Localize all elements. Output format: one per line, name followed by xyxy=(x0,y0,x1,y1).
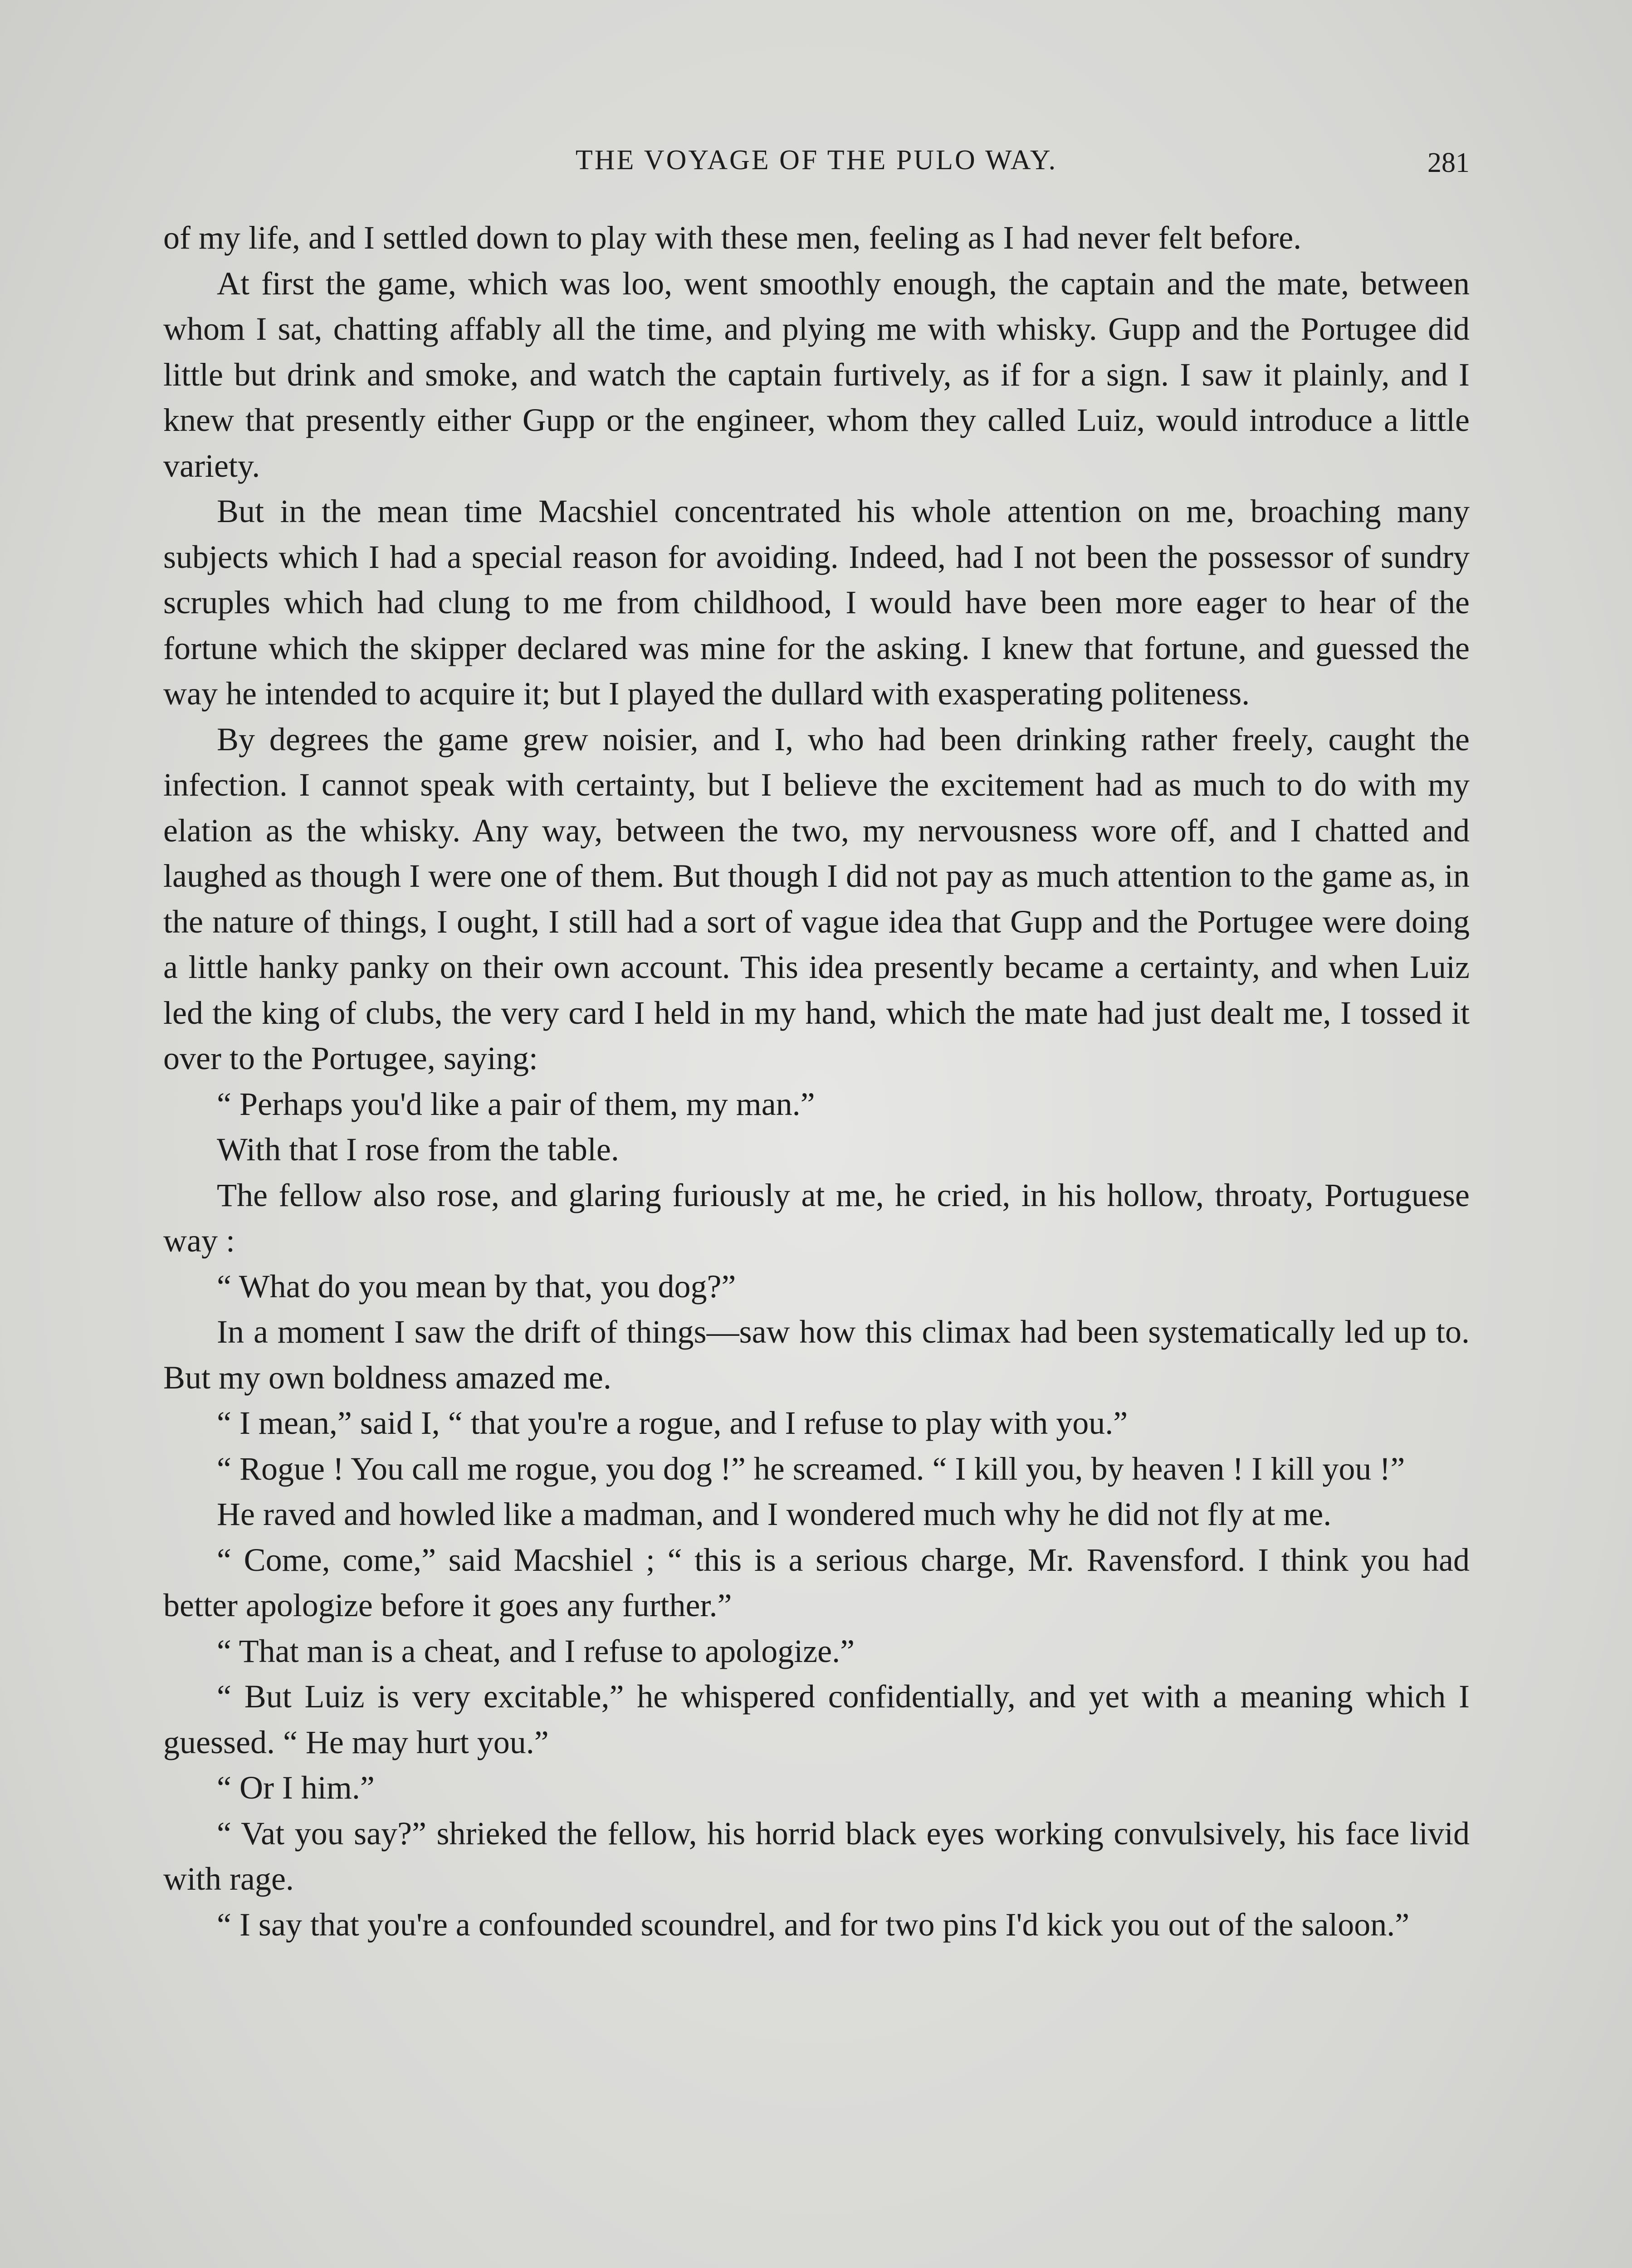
paragraph: In a moment I saw the drift of things—saw how this climax had been systematically led up to. But my own boldness amazed me. xyxy=(163,1314,1470,1396)
page-header xyxy=(163,144,1470,194)
dialogue-line: “ What do you mean by that, you dog?” xyxy=(217,1268,736,1305)
dialogue-line: “ Perhaps you'd like a pair of them, my man.” xyxy=(217,1085,815,1122)
paragraph: of my life, and I settled down to play with these men, feeling as I had never felt before. xyxy=(163,220,1302,256)
paragraph: The fellow also rose, and glaring furiously at me, he cried, in his hollow, throaty, Portuguese way : xyxy=(163,1177,1470,1259)
paragraph: But in the mean time Macshiel concentrated his whole attention on me, broaching many subjects which I had a special reason for avoiding. Indeed, had I not been the possessor of sundry scruples which had clung to me from childhood, I would have been more eager to hear of the fortune which the skipper declared was mine for the asking. I knew that fortune, and guessed the way he intended to acquire it; but I played the dullard with exasperating politeness. xyxy=(163,493,1470,712)
dialogue-line: “ Come, come,” said Macshiel ; “ this is a serious charge, Mr. Ravensford. I think you had better apologize before it goes any further.” xyxy=(163,1541,1470,1623)
dialogue-line: “ I mean,” said I, “ that you're a rogue, and I refuse to play with you.” xyxy=(217,1405,1128,1441)
dialogue-line: “ That man is a cheat, and I refuse to apologize.” xyxy=(217,1633,855,1669)
dialogue-line: “ But Luiz is very excitable,” he whispered confidentially, and yet with a meaning which I guessed. “ He may hurt you.” xyxy=(163,1678,1470,1760)
paragraph: By degrees the game grew noisier, and I, who had been drinking rather freely, caught the infection. I cannot speak with certainty, but I believe the excitement had as much to do with my elation as the whisky. Any way, between the two, my nervousness wore off, and I chatted and laughed as though I were one of them. But though I did not pay as much attention to the game as, in the nature of things, I ought, I still had a sort of vague idea that Gupp and the Portugee were doing a little hanky panky on their own account. This idea presently became a certainty, and when Luiz led the king of clubs, the very card I held in my hand, which the mate had just dealt me, I tossed it over to the Portugee, saying: xyxy=(163,721,1470,1076)
paragraph: At first the game, which was loo, went smoothly enough, the captain and the mate, between whom I sat, chatting affably all the time, and plying me with whisky. Gupp and the Portugee did little but drink and smoke, and watch the captain furtively, as if for a sign. I saw it plainly, and I knew that presently either Gupp or the engineer, whom they called Luiz, would introduce a little variety. xyxy=(163,265,1470,484)
paragraph: He raved and howled like a madman, and I wondered much why he did not fly at me. xyxy=(217,1496,1332,1532)
dialogue-line: “ Vat you say?” shrieked the fellow, his horrid black eyes working convulsively, his face livid with rage. xyxy=(163,1815,1470,1897)
dialogue-line: “ Or I him.” xyxy=(217,1769,375,1806)
page-number: 281 xyxy=(1427,147,1470,178)
body-text xyxy=(163,215,1470,1947)
dialogue-line: “ Rogue ! You call me rogue, you dog !” he screamed. “ I kill you, by heaven ! I kill you !” xyxy=(217,1450,1405,1487)
dialogue-line: “ I say that you're a confounded scoundrel, and for two pins I'd kick you out of the saloon.” xyxy=(217,1906,1410,1943)
paragraph: With that I rose from the table. xyxy=(217,1131,619,1168)
running-title: THE VOYAGE OF THE PULO WAY. xyxy=(575,145,1058,176)
